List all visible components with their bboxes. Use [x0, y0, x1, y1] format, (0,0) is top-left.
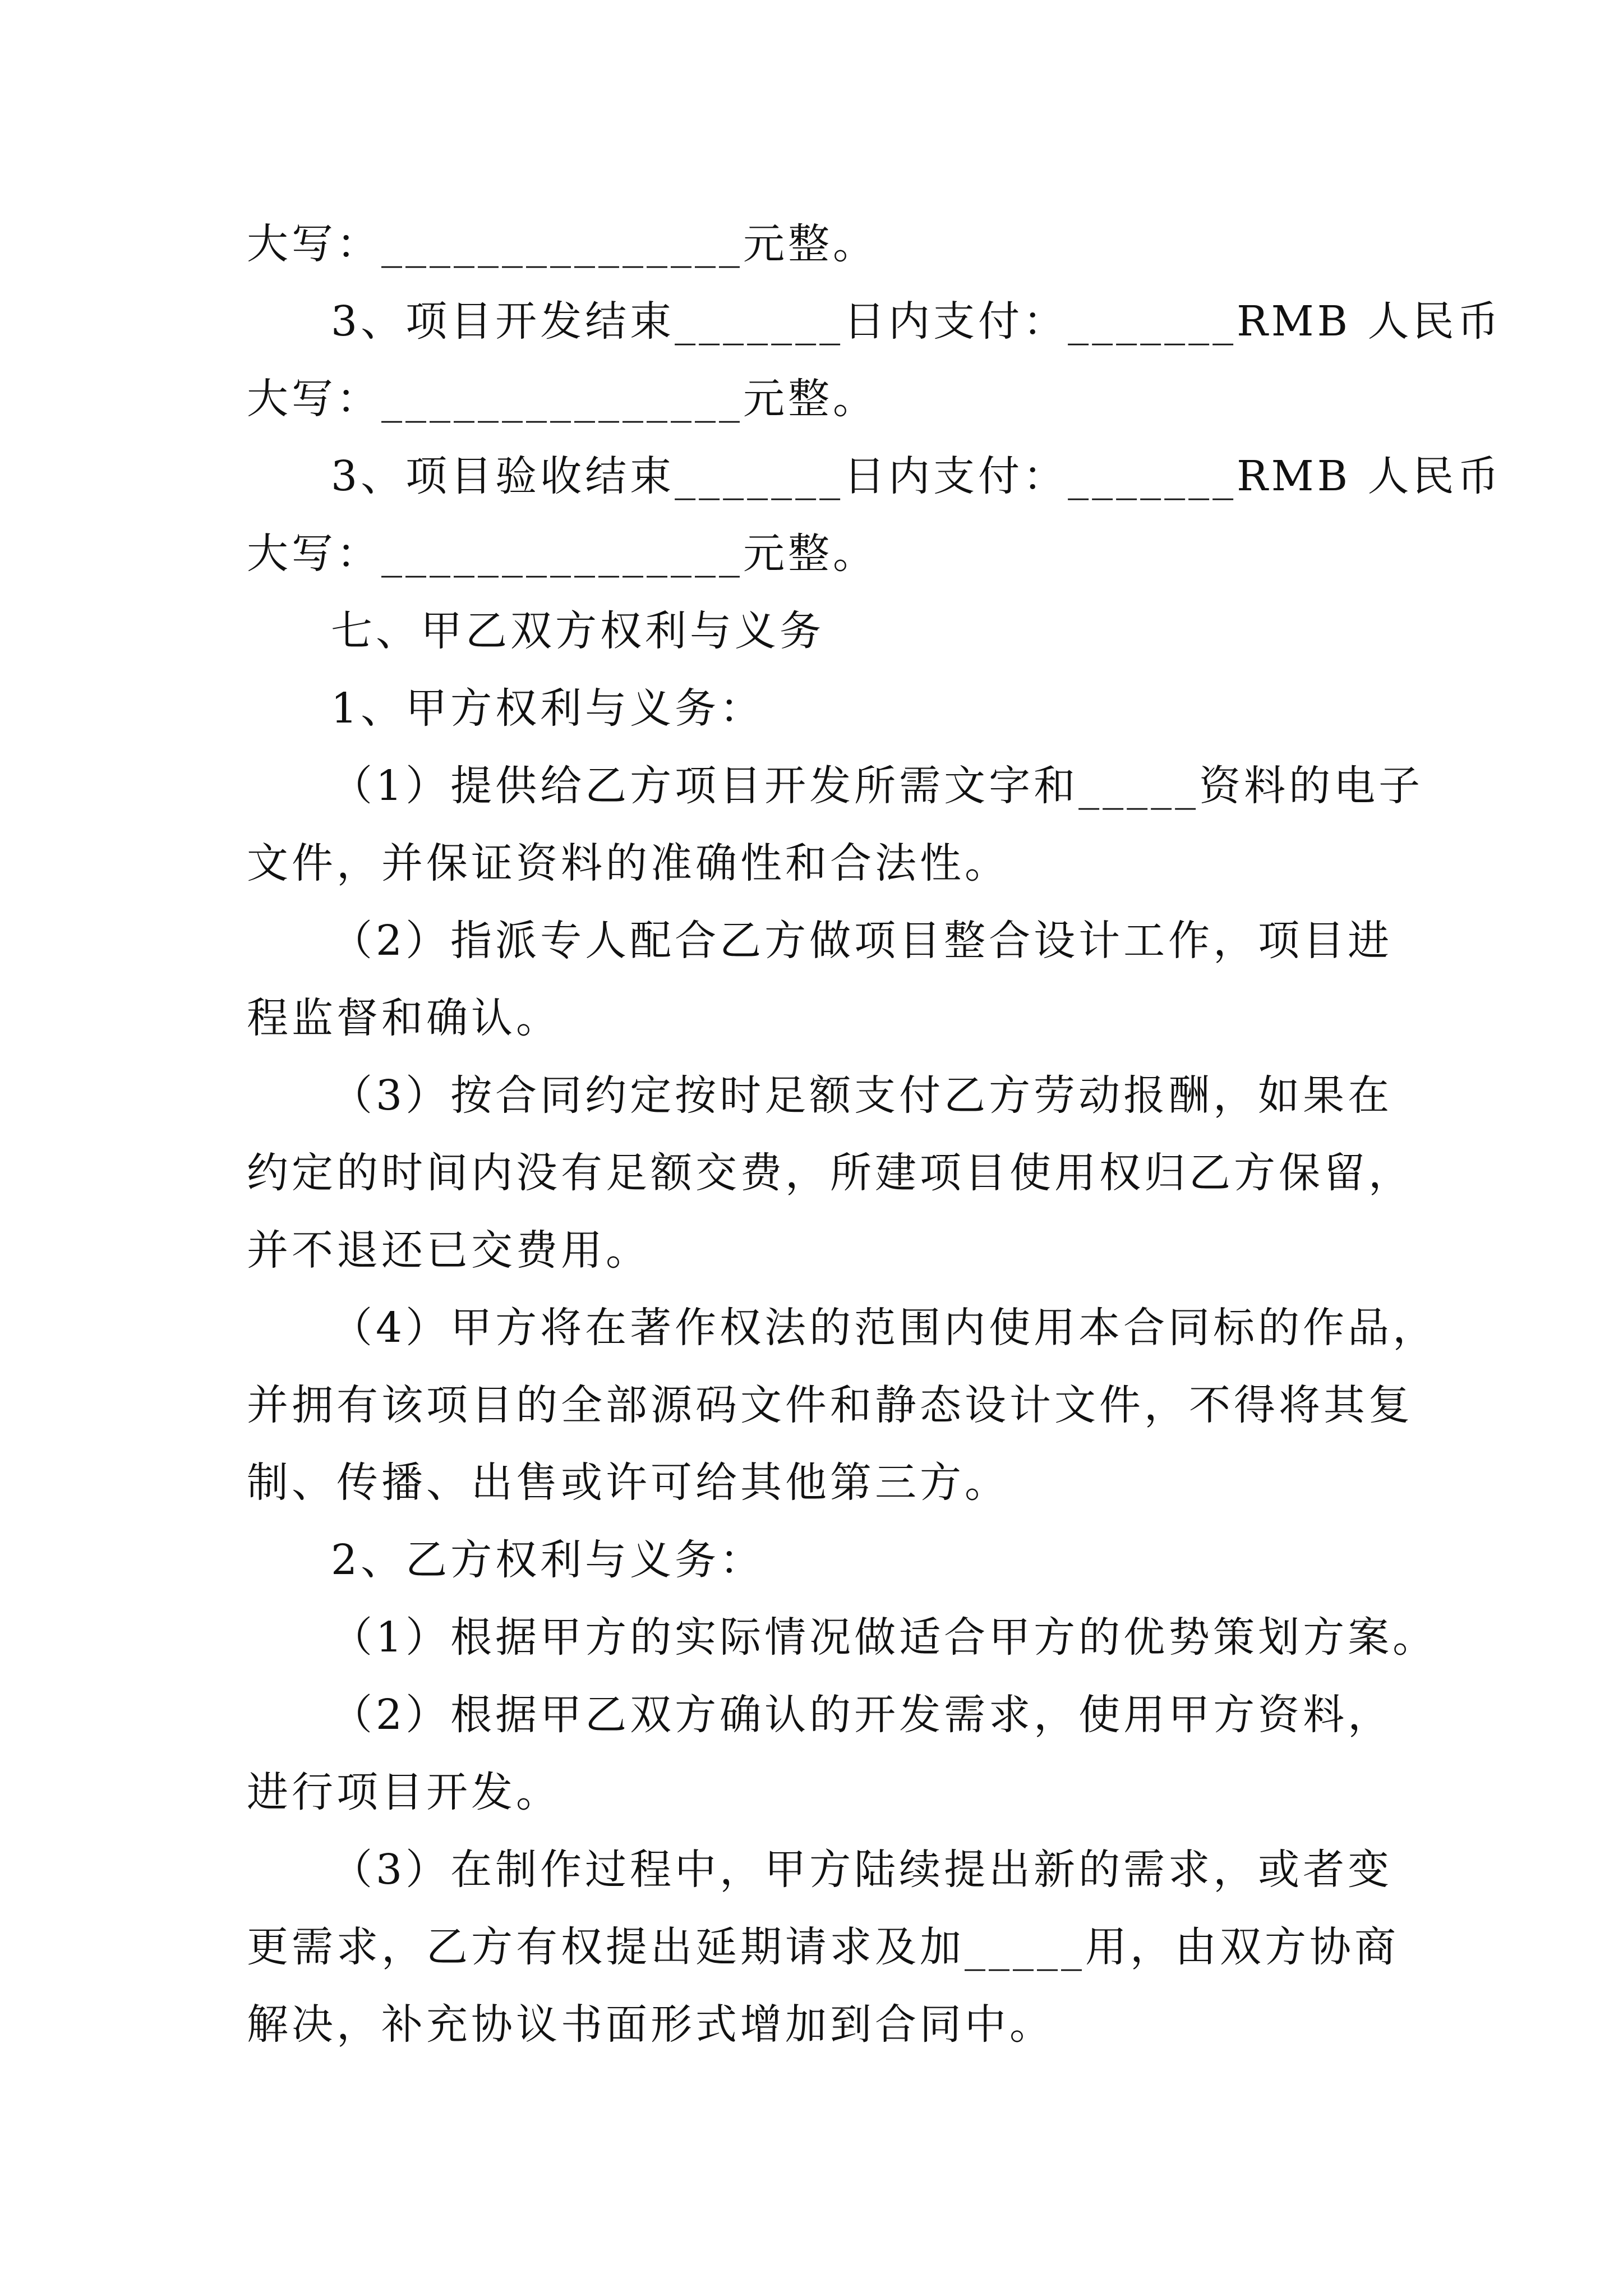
line-text: 七、甲乙双方权利与义务 [331, 607, 824, 655]
text-line [0, 360, 1623, 438]
text-line [0, 282, 1623, 361]
line-text: 2、乙方权利与义务： [331, 1536, 765, 1584]
text-line [0, 514, 1623, 593]
line-text: （4）甲方将在著作权法的范围内使用本合同标的作品， [331, 1304, 1438, 1352]
text-line [0, 979, 1623, 1057]
text-line [0, 205, 1623, 283]
text-line [0, 1830, 1623, 1909]
line-text: （1）根据甲方的实际情况做适合甲方的优势策划方案。 [331, 1613, 1438, 1662]
text-line [0, 1134, 1623, 1212]
text-line [0, 1366, 1623, 1444]
line-text: 更需求，乙方有权提出延期请求及加_____用，由双方协商 [247, 1923, 1399, 1971]
line-text: 大写：_______________元整。 [247, 220, 878, 268]
line-text: （1）提供给乙方项目开发所需文字和_____资料的电子 [331, 762, 1424, 810]
line-text: 制、传播、出售或许可给其他第三方。 [247, 1458, 1009, 1507]
line-text: （2）根据甲乙双方确认的开发需求，使用甲方资料， [331, 1691, 1393, 1739]
text-line [0, 1056, 1623, 1135]
text-line [0, 437, 1623, 516]
line-text: （2）指派专人配合乙方做项目整合设计工作，项目进 [331, 917, 1393, 965]
line-text: 大写：_______________元整。 [247, 530, 878, 578]
subsection-heading [0, 669, 1623, 748]
line-text: （3）按合同约定按时足额支付乙方劳动报酬，如果在 [331, 1071, 1393, 1120]
text-line [0, 747, 1623, 825]
text-line [0, 1443, 1623, 1522]
text-line [0, 1985, 1623, 2064]
line-text: 3、项目开发结束_______日内支付：_______RMB 人民币 [331, 297, 1502, 346]
line-text: 程监督和确认。 [247, 994, 561, 1042]
line-text: （3）在制作过程中，甲方陆续提出新的需求，或者变 [331, 1846, 1393, 1894]
line-text: 大写：_______________元整。 [247, 375, 878, 423]
text-line [0, 1753, 1623, 1832]
text-line [0, 1908, 1623, 1986]
text-line [0, 1211, 1623, 1290]
text-line [0, 1289, 1623, 1367]
line-text: 并不退还已交费用。 [247, 1226, 651, 1274]
text-line [0, 1676, 1623, 1754]
text-line [0, 824, 1623, 903]
line-text: 进行项目开发。 [247, 1768, 561, 1816]
line-text: 1、甲方权利与义务： [331, 684, 765, 733]
text-line [0, 1598, 1623, 1677]
text-line [0, 901, 1623, 980]
subsection-heading [0, 1521, 1623, 1599]
line-text: 并拥有该项目的全部源码文件和静态设计文件，不得将其复 [247, 1381, 1413, 1429]
line-text: 解决，补充协议书面形式增加到合同中。 [247, 2000, 1054, 2049]
line-text: 3、项目验收结束_______日内支付：_______RMB 人民币 [331, 452, 1502, 500]
line-text: 文件，并保证资料的准确性和合法性。 [247, 839, 1009, 887]
line-text: 约定的时间内没有足额交费，所建项目使用权归乙方保留， [247, 1149, 1413, 1197]
section-heading [0, 592, 1623, 670]
